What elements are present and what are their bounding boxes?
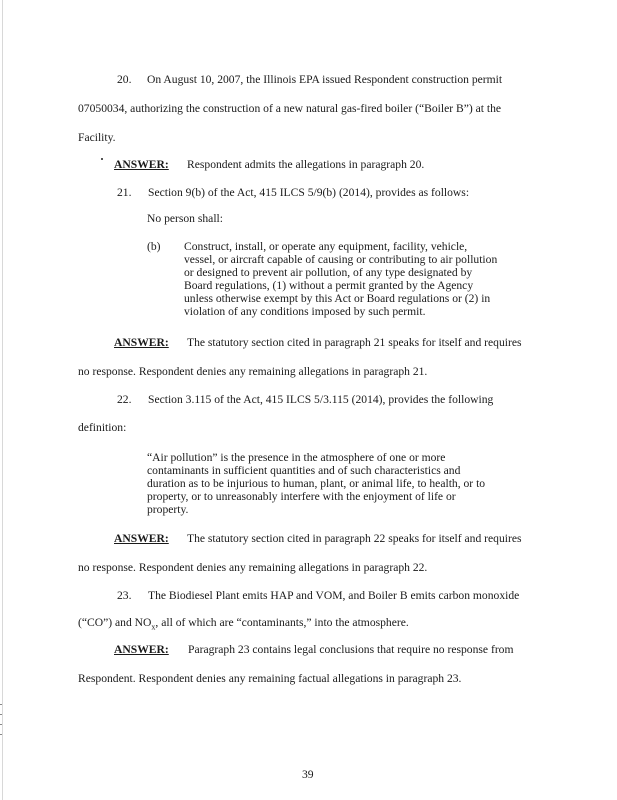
para-21-item-line: violation of any conditions imposed by such permit. [184, 305, 426, 318]
scan-mark [101, 158, 103, 160]
para-22-quote-line: “Air pollution” is the presence in the atmosphere of one or more [147, 451, 446, 464]
para-21-intro: No person shall: [147, 212, 223, 225]
para-23-number: 23. [117, 589, 132, 602]
para-20-number: 20. [117, 73, 132, 86]
para-20-line-3: Facility. [78, 131, 116, 144]
para-21-line-1: Section 9(b) of the Act, 415 ILCS 5/9(b) (2014), provides as follows: [148, 186, 470, 199]
para-22-number: 22. [117, 393, 132, 406]
para-22-quote-line: duration as to be injurious to human, plant, or animal life, to health, or to [147, 477, 486, 490]
scan-edge [2, 0, 3, 800]
para-21-number: 21. [117, 186, 132, 199]
para-21-item-line: vessel, or aircraft capable of causing or contributing to air pollution [184, 253, 498, 266]
para-21-item-label: (b) [147, 240, 161, 253]
para-21-answer-label: ANSWER: [114, 336, 169, 349]
para-21-item-line: Board regulations, (1) without a permit granted by the Agency [184, 279, 474, 292]
para-20-answer-text: Respondent admits the allegations in paragraph 20. [187, 158, 425, 171]
para-23-line-2-post: , all of which are “contaminants,” into the atmosphere. [155, 616, 409, 629]
para-22-quote-line: contaminants in sufficient quantities and of such characteristics and [147, 464, 461, 477]
para-23-answer-line-1: Paragraph 23 contains legal conclusions that require no response from [188, 643, 514, 656]
scan-tick [0, 724, 2, 725]
para-20-answer-label: ANSWER: [114, 158, 169, 171]
para-23-answer-label: ANSWER: [114, 643, 169, 656]
para-22-line-2: definition: [78, 421, 127, 434]
para-22-quote-line: property, or to unreasonably interfere with the enjoyment of life or [147, 490, 456, 503]
para-22-answer-line-2: no response. Respondent denies any remaining allegations in paragraph 22. [78, 561, 428, 574]
para-22-quote-line: property. [147, 503, 189, 516]
para-22-line-1: Section 3.115 of the Act, 415 ILCS 5/3.115 (2014), provides the following [148, 393, 494, 406]
scan-tick [0, 704, 2, 705]
para-21-item-line: Construct, install, or operate any equipment, facility, vehicle, [184, 240, 468, 253]
para-23-line-2 [78, 616, 409, 634]
para-20-line-2: 07050034, authorizing the construction of a new natural gas-fired boiler (“Boiler B”) at the [78, 102, 502, 115]
para-21-answer-line-1: The statutory section cited in paragraph 21 speaks for itself and requires [187, 336, 522, 349]
page-number: 39 [302, 768, 314, 781]
para-21-item-line: unless otherwise exempt by this Act or Board regulations or (2) in [184, 292, 491, 305]
para-20-line-1: On August 10, 2007, the Illinois EPA issued Respondent construction permit [147, 73, 503, 86]
para-23-line-1: The Biodiesel Plant emits HAP and VOM, and Boiler B emits carbon monoxide [148, 589, 520, 602]
scan-tick [0, 734, 2, 735]
para-23-answer-line-2: Respondent. Respondent denies any remaining factual allegations in paragraph 23. [78, 672, 462, 685]
para-21-item-line: or designed to prevent air pollution, of any type designated by [184, 266, 473, 279]
scan-tick [0, 714, 2, 715]
para-23-line-2-sub: x [151, 622, 156, 632]
para-21-answer-line-2: no response. Respondent denies any remaining allegations in paragraph 21. [78, 365, 428, 378]
para-22-answer-line-1: The statutory section cited in paragraph 22 speaks for itself and requires [187, 532, 522, 545]
para-23-line-2-pre: (“CO”) and NO [78, 616, 152, 629]
para-22-answer-label: ANSWER: [114, 532, 169, 545]
